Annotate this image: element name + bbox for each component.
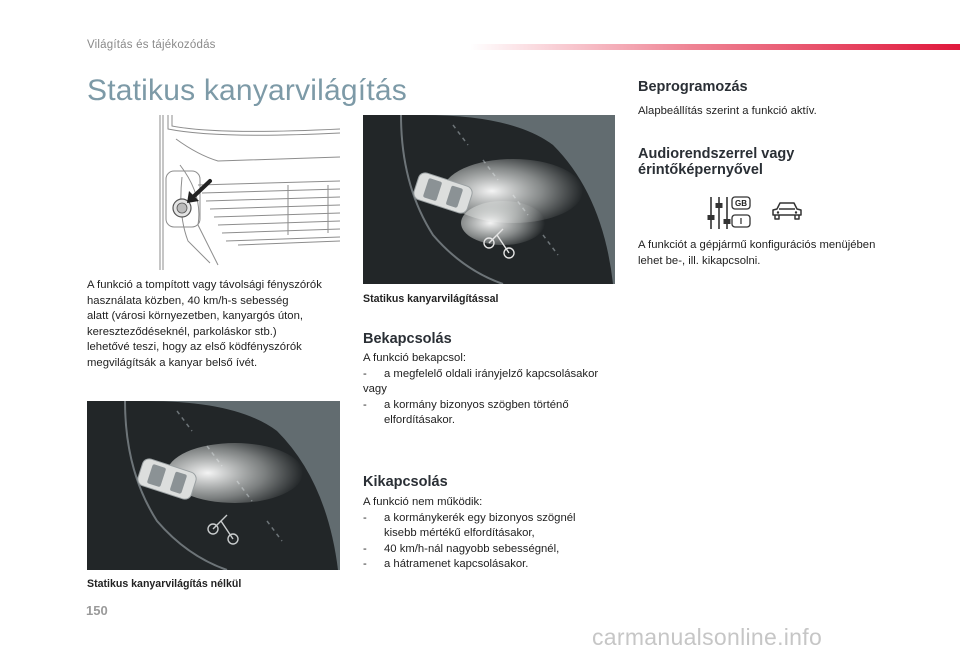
deactivation-item bbox=[363, 557, 623, 573]
audio-heading-line: érintőképernyővel bbox=[638, 162, 763, 178]
section-header: Világítás és tájékozódás bbox=[87, 39, 216, 51]
intro-line: A funkció a tompított vagy távolsági fényszórók bbox=[87, 279, 322, 291]
intro-line: megvilágítsák a kanyar belső ívét. bbox=[87, 356, 258, 369]
deactivation-intro: A funkció nem működik: bbox=[363, 496, 483, 508]
page-number: 150 bbox=[86, 603, 108, 618]
audio-heading bbox=[638, 146, 794, 178]
intro-line: lehetővé teszi, hogy az első ködfényszórók bbox=[87, 341, 302, 353]
car-icon bbox=[770, 200, 804, 222]
header-accent-bar bbox=[470, 44, 960, 50]
activation-section bbox=[363, 351, 623, 429]
activation-heading: Bekapcsolás bbox=[363, 331, 452, 347]
or-text: vagy bbox=[363, 383, 387, 395]
fog-lamp-illustration bbox=[158, 115, 340, 270]
activation-item-line: - a kormány bizonyos szögben történő bbox=[384, 398, 569, 411]
deactivation-item-line: - 40 km/h-nál nagyobb sebességnél, bbox=[384, 542, 560, 555]
audio-text-line: lehet be-, ill. kikapcsolni. bbox=[638, 254, 761, 267]
illustration-with-cornering-light bbox=[363, 115, 615, 284]
activation-item bbox=[363, 398, 623, 429]
intro-line: kereszteződéseknél, parkoláskor stb.) bbox=[87, 325, 277, 338]
deactivation-item-line: - a hátramenet kapcsolásakor. bbox=[384, 558, 529, 570]
audio-heading-line: Audiorendszerrel vagy bbox=[638, 146, 795, 162]
deactivation-item-line: kisebb mértékű elfordításakor, bbox=[384, 527, 535, 539]
activation-item: - a megfelelő oldali irányjelző kapcsolásakor bbox=[363, 367, 623, 383]
audio-text bbox=[638, 238, 928, 269]
page-title: Statikus kanyarvilágítás bbox=[87, 74, 407, 107]
activation-intro: A funkció bekapcsol: bbox=[363, 352, 466, 364]
activation-item-line: elfordításakor. bbox=[384, 414, 455, 426]
intro-paragraph bbox=[87, 278, 347, 371]
programming-text: Alapbeállítás szerint a funkció aktív. bbox=[638, 105, 817, 117]
intro-line: használata közben, 40 km/h-s sebesség bbox=[87, 294, 289, 307]
figure-caption-with: Statikus kanyarvilágítással bbox=[363, 293, 499, 305]
deactivation-section bbox=[363, 495, 623, 573]
language-badge-i: I bbox=[739, 217, 743, 226]
audio-text-line: A funkciót a gépjármű konfigurációs menüjében bbox=[638, 239, 876, 251]
programming-heading: Beprogramozás bbox=[638, 79, 748, 95]
deactivation-item-line: - a kormánykerék egy bizonyos szögnél bbox=[384, 511, 576, 524]
watermark: carmanualsonline.info bbox=[592, 624, 823, 650]
deactivation-heading: Kikapcsolás bbox=[363, 474, 448, 490]
illustration-without-cornering-light bbox=[87, 401, 340, 570]
settings-sliders-icon bbox=[706, 195, 752, 231]
deactivation-item bbox=[363, 542, 623, 558]
language-badge-gb: GB bbox=[735, 199, 747, 208]
deactivation-item bbox=[363, 511, 623, 542]
intro-line: alatt (városi környezetben, kanyargós úton, bbox=[87, 310, 304, 322]
figure-caption-without: Statikus kanyarvilágítás nélkül bbox=[87, 578, 242, 590]
